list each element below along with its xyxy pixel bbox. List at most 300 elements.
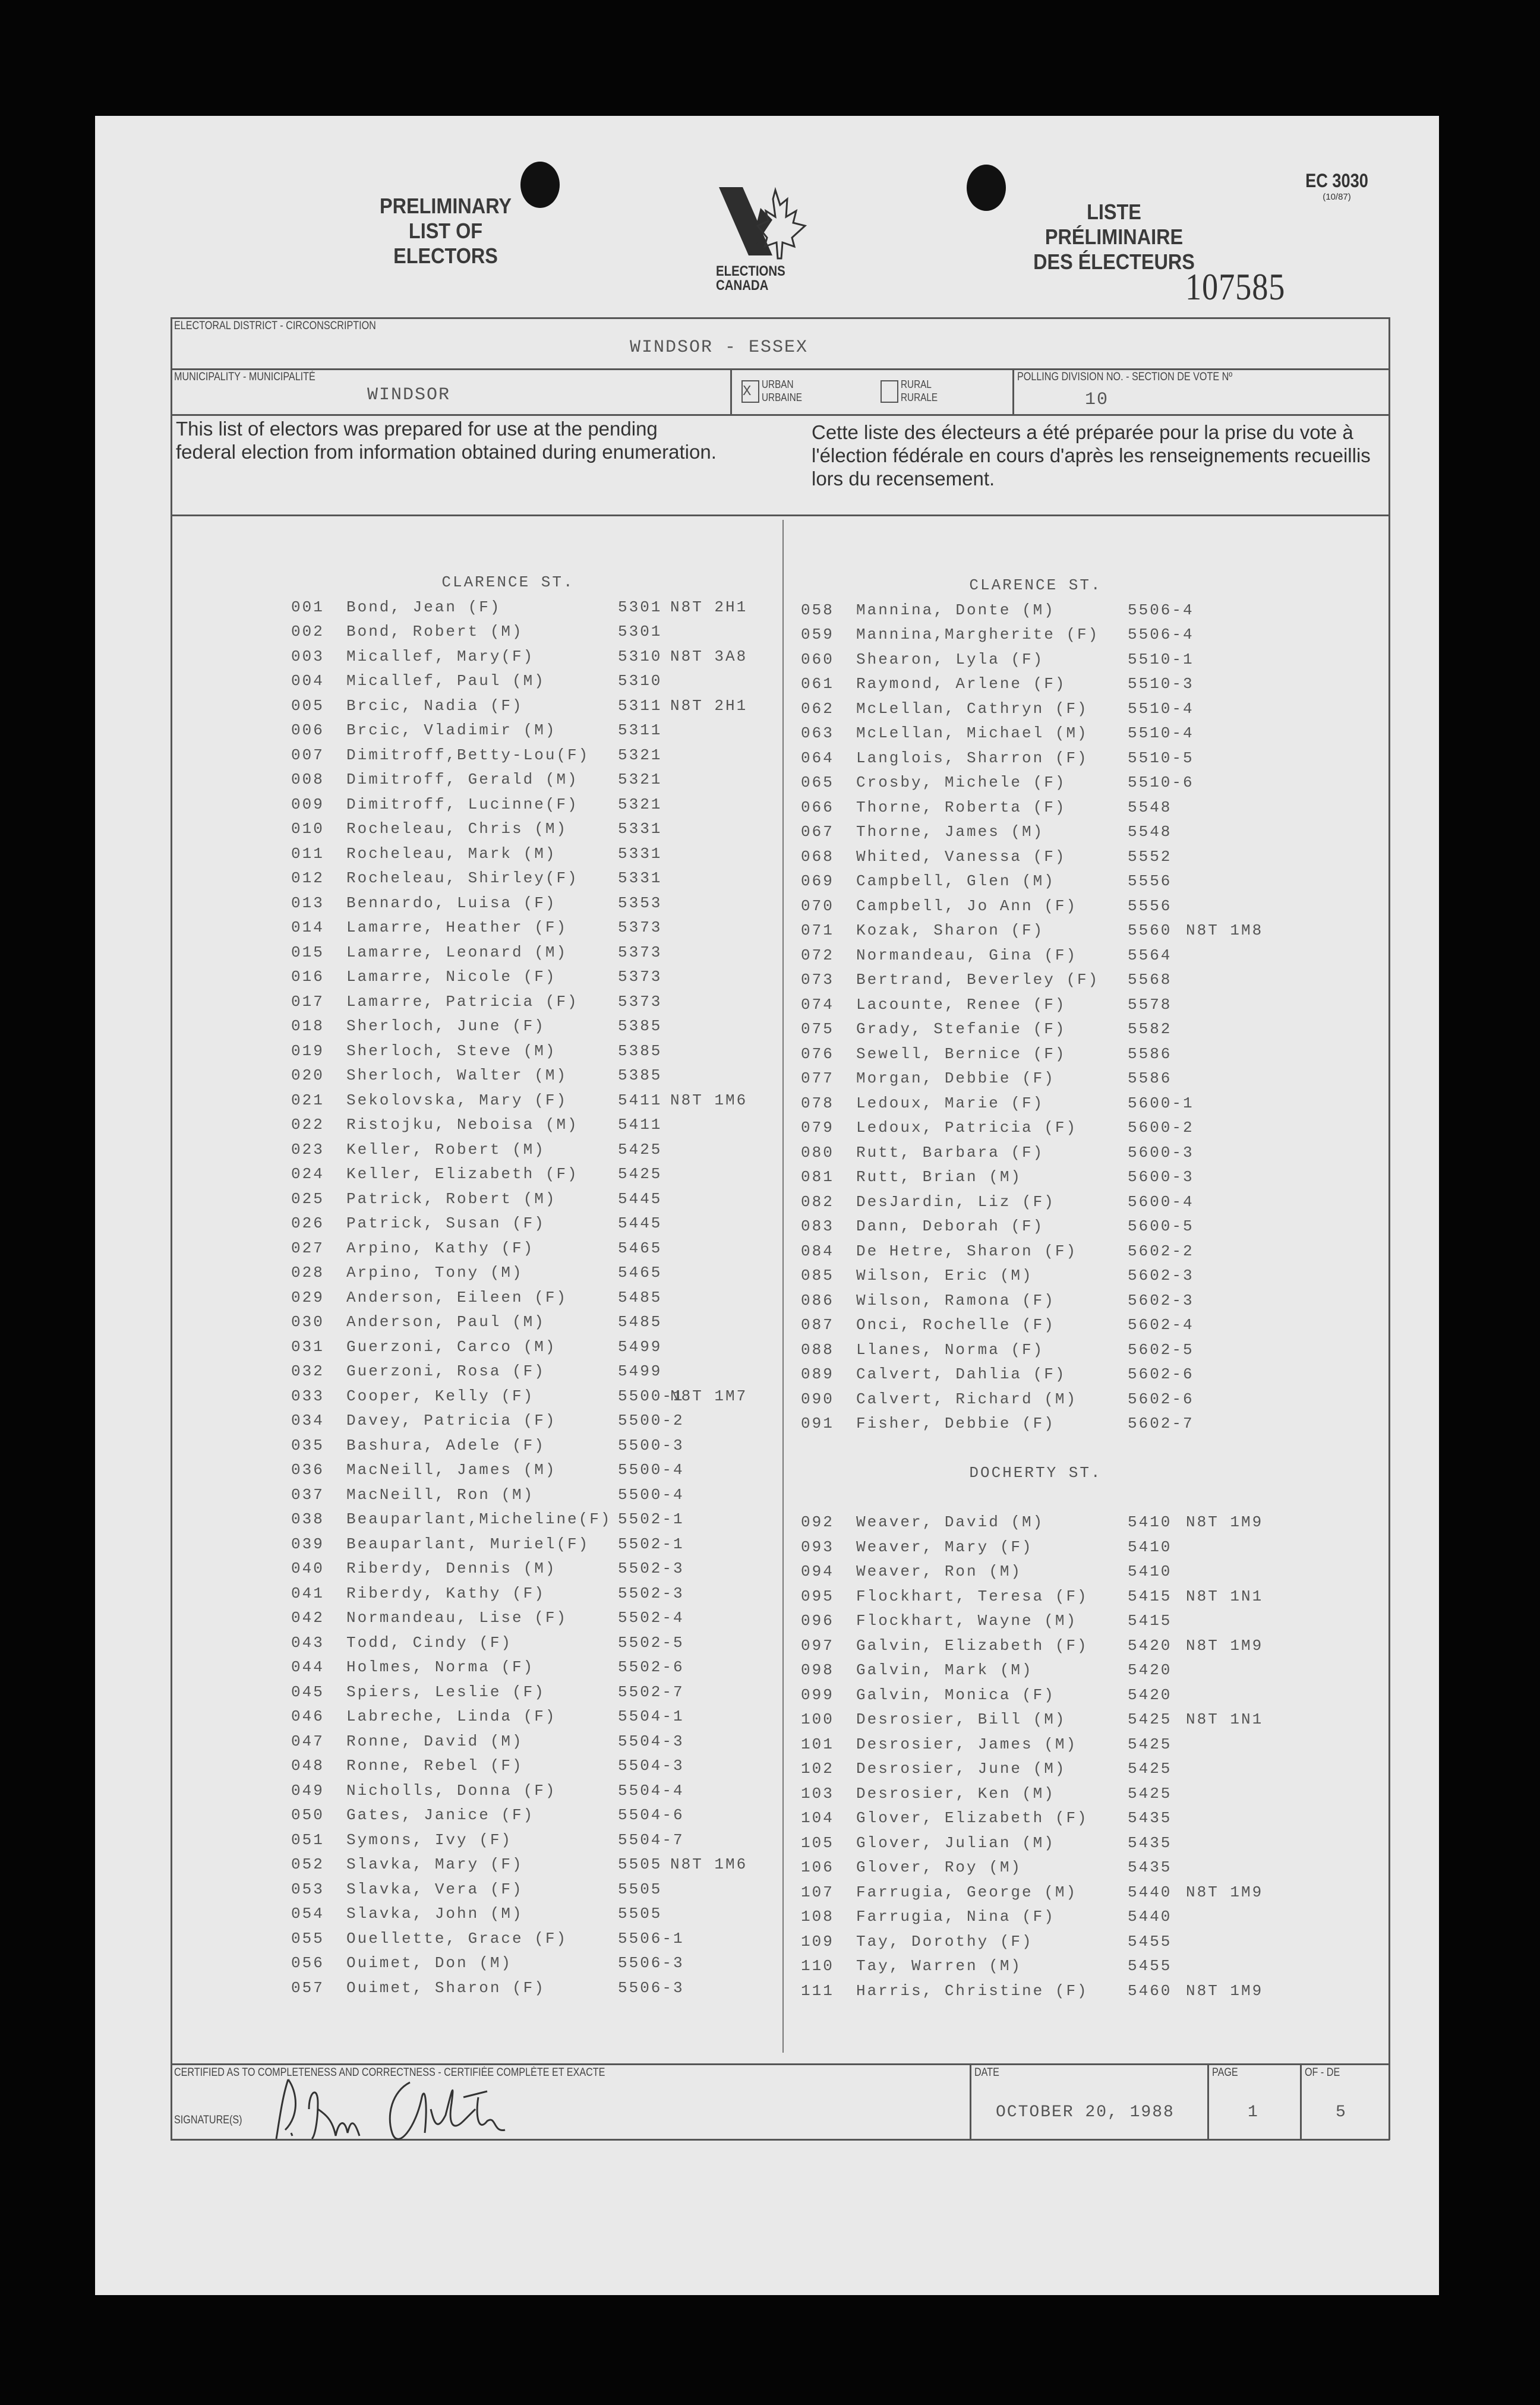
form-code [1295,170,1378,202]
elector-address: 5602-3 [1128,1291,1194,1309]
elector-address: 5485 [618,1288,662,1306]
elector-address: 5602-7 [1128,1415,1194,1432]
rural-label [901,378,938,404]
elector-name: DesJardin, Liz (F) [856,1192,1055,1211]
elector-address: 5506-3 [618,1978,684,1997]
elector-number: 074 [801,995,834,1014]
elector-number: 052 [291,1855,324,1873]
elector-name: Ledoux, Marie (F) [856,1094,1044,1112]
elector-name: Weaver, David (M) [856,1513,1044,1531]
elector-row [801,1362,1371,1387]
elector-number: 006 [291,721,324,739]
elector-number: 032 [291,1362,324,1380]
elector-address: 5455 [1128,1932,1172,1950]
elector-address: 5505 [618,1905,662,1923]
elector-row [291,965,772,990]
elector-name: Cooper, Kelly (F) [346,1387,535,1405]
elector-name: Langlois, Sharron (F) [856,749,1088,767]
elector-name: Desrosier, Ken (M) [856,1784,1055,1803]
elector-name: Patrick, Robert (M) [346,1189,557,1208]
municipality-value: WINDSOR [367,385,451,405]
elector-number: 033 [291,1387,324,1405]
urban-check-mark: X [743,384,753,400]
elector-address: 5445 [618,1214,662,1232]
polling-division-label: POLLING DIVISION NO. - SECTION DE VOTE Nº [1017,371,1233,383]
elector-number: 099 [801,1686,834,1704]
elector-number: 024 [291,1165,324,1183]
elector-address: 5602-5 [1128,1340,1194,1359]
elector-row [291,718,772,743]
elector-number: 109 [801,1932,834,1950]
elector-address: 5425 [1128,1784,1172,1803]
district-label: ELECTORAL DISTRICT - CIRCONSCRIPTION [174,320,376,332]
elector-name: Galvin, Monica (F) [856,1686,1055,1704]
elector-number: 092 [801,1513,834,1531]
elector-name: Wilson, Ramona (F) [856,1291,1055,1309]
logo-text: ELECTIONS [716,263,785,279]
elector-name: Nicholls, Donna (F) [346,1781,557,1800]
elector-row [291,1631,772,1656]
elector-row [801,1658,1371,1683]
elector-address: 5505 [618,1855,662,1873]
elector-row [291,620,772,645]
divider [1207,2063,1209,2139]
elector-name: Wilson, Eric (M) [856,1267,1033,1284]
elector-number: 010 [291,820,324,838]
elector-row [291,1507,772,1532]
elector-address: 5310 [618,647,662,665]
urban-label [762,378,802,404]
elector-address: 5331 [618,820,662,838]
elector-name: Guerzoni, Carco (M) [346,1337,557,1356]
title-line: DES ÉLECTEURS [1033,250,1195,274]
elector-address: 5373 [618,968,662,986]
elector-row [801,1141,1371,1166]
handwritten-signature-icon [273,2073,749,2145]
postal-code: N8T 1M6 [670,1091,748,1109]
elector-number: 040 [291,1560,324,1577]
elector-number: 058 [801,601,834,619]
elector-name: Slavka, Mary (F) [346,1855,523,1873]
elector-row [291,645,772,670]
elector-name: Keller, Robert (M) [346,1140,545,1159]
elector-row [291,1705,772,1729]
elector-address: 5331 [618,869,662,887]
elector-row [291,1976,772,2001]
elector-row [291,1557,772,1582]
elector-name: Lamarre, Heather (F) [346,919,568,936]
elector-number: 047 [291,1732,324,1750]
elector-name: MacNeill, James (M) [346,1461,557,1479]
elector-name: Galvin, Elizabeth (F) [856,1636,1088,1655]
elector-address: 5500-4 [618,1485,684,1504]
divider [730,368,732,414]
elector-name: Holmes, Norma (F) [346,1658,535,1676]
elector-address: 5373 [618,992,662,1011]
elector-name: Bashura, Adele (F) [346,1436,545,1454]
elector-name: Mannina, Donte (M) [856,601,1055,619]
elector-number: 008 [291,771,324,788]
elector-row [801,1831,1371,1856]
postal-code: N8T 1N1 [1186,1710,1264,1728]
elector-number: 039 [291,1535,324,1553]
elector-name: Crosby, Michele (F) [856,774,1066,791]
district-value: WINDSOR - ESSEX [630,337,809,358]
elector-number: 086 [801,1291,834,1309]
elector-row [801,1634,1371,1659]
elector-name: Tay, Dorothy (F) [856,1932,1033,1950]
elector-address: 5411 [618,1116,662,1134]
elector-name: Anderson, Eileen (F) [346,1288,568,1306]
elector-row [801,1806,1371,1831]
elector-row [291,768,772,793]
elector-name: Slavka, Vera (F) [346,1880,523,1898]
street-heading: DOCHERTY ST. [969,1464,1102,1482]
elector-address: 5600-5 [1128,1217,1194,1235]
elector-row [801,943,1371,968]
elector-address: 5353 [618,894,662,912]
elector-address: 5510-6 [1128,774,1194,791]
elector-number: 095 [801,1587,834,1605]
elector-address: 5499 [618,1337,662,1356]
logo-text: CANADA [716,277,769,293]
elector-address: 5568 [1128,971,1172,989]
elector-row [291,793,772,818]
elector-address: 5556 [1128,897,1172,915]
elector-name: Ronne, David (M) [346,1732,523,1750]
elector-name: Dimitroff, Lucinne(F) [346,795,579,813]
elector-name: Shearon, Lyla (F) [856,650,1044,668]
title-line: LISTE [1087,200,1141,224]
elector-name: Ledoux, Patricia (F) [856,1119,1078,1137]
elector-row [291,1039,772,1064]
notice-french: Cette liste des électeurs a été préparée pour la prise du vote à l'élection fédérale en cours d'après les renseignements recueillis lors du recensement. [812,421,1371,490]
elector-name: Spiers, Leslie (F) [346,1683,545,1701]
elector-name: Bertrand, Beverley (F) [856,971,1100,989]
elector-name: Farrugia, George (M) [856,1883,1078,1901]
elector-row [291,595,772,620]
elector-address: 5499 [618,1362,662,1380]
elector-number: 022 [291,1116,324,1134]
elector-address: 5556 [1128,872,1172,890]
elector-row [801,1757,1371,1782]
elector-address: 5410 [1128,1513,1172,1531]
elector-number: 029 [291,1288,324,1306]
title-line: LIST OF [408,219,483,243]
elector-address: 5311 [618,696,662,715]
elector-number: 017 [291,992,324,1011]
elector-address: 5445 [618,1189,662,1208]
elector-address: 5506-1 [618,1929,684,1948]
elector-name: Micallef, Paul (M) [346,672,545,690]
elector-name: Flockhart, Wayne (M) [856,1612,1078,1630]
elector-address: 5410 [1128,1538,1172,1556]
elector-address: 5321 [618,746,662,764]
elector-name: Whited, Vanessa (F) [856,847,1066,866]
elector-number: 025 [291,1189,324,1208]
elector-name: Rutt, Brian (M) [856,1168,1023,1186]
elector-number: 077 [801,1069,834,1087]
elector-name: Sewell, Bernice (F) [856,1044,1066,1063]
divider [1300,2063,1302,2139]
elector-number: 041 [291,1584,324,1602]
elector-row [291,866,772,891]
elector-number: 089 [801,1365,834,1383]
elector-name: Thorne, Roberta (F) [856,798,1066,816]
elector-row [291,1803,772,1828]
elector-address: 5440 [1128,1908,1172,1926]
elector-row [801,1732,1371,1757]
elector-name: Lamarre, Leonard (M) [346,943,568,961]
rural-checkbox[interactable] [881,380,898,403]
elector-address: 5504-4 [618,1781,684,1800]
elector-row [291,1828,772,1853]
elector-name: McLellan, Michael (M) [856,724,1088,742]
title-english [344,194,547,269]
title-line: ELECTORS [393,244,498,268]
elector-name: Onci, Rochelle (F) [856,1316,1055,1334]
rural-label-fr: RURALE [901,392,938,403]
elector-number: 011 [291,844,324,863]
elector-row [801,1905,1371,1930]
elector-address: 5420 [1128,1636,1172,1655]
elector-address: 5311 [618,721,662,739]
elector-name: Campbell, Glen (M) [856,872,1055,890]
elector-name: Farrugia, Nina (F) [856,1908,1055,1926]
date-label: DATE [974,2066,999,2079]
elector-row [801,796,1371,820]
electors-column-right [801,573,1371,2003]
elector-name: Bond, Jean (F) [346,598,501,616]
elector-number: 100 [801,1710,834,1728]
elector-row [801,845,1371,870]
elector-address: 5500-3 [618,1436,684,1454]
elector-address: 5602-4 [1128,1316,1194,1334]
elector-address: 5425 [1128,1760,1172,1778]
elector-name: Sherloch, Steve (M) [346,1041,557,1060]
elector-address: 5600-1 [1128,1094,1194,1112]
elector-name: Rocheleau, Chris (M) [346,820,568,838]
page-label: PAGE [1212,2066,1238,2079]
elector-row [291,1483,772,1508]
elector-number: 079 [801,1119,834,1137]
elector-number: 061 [801,675,834,693]
elector-name: Glover, Roy (M) [856,1858,1023,1876]
elector-number: 078 [801,1094,834,1112]
elector-number: 016 [291,968,324,986]
title-line: PRÉLIMINAIRE [1044,225,1184,249]
elector-address: 5510-4 [1128,724,1194,742]
urban-checkbox[interactable] [741,380,759,403]
elector-number: 005 [291,696,324,715]
elector-address: 5500-2 [618,1412,684,1429]
elector-name: Lamarre, Patricia (F) [346,992,579,1011]
elector-number: 067 [801,823,834,841]
elector-name: MacNeill, Ron (M) [346,1485,535,1504]
elector-number: 075 [801,1020,834,1038]
elector-address: 5415 [1128,1587,1172,1605]
elector-address: 5504-6 [618,1806,684,1824]
elector-number: 034 [291,1412,324,1429]
elector-address: 5504-7 [618,1830,684,1849]
elector-row [801,598,1371,623]
elector-row [801,919,1371,943]
divider [1012,368,1014,414]
elector-address: 5301 [618,623,662,640]
elector-name: Fisher, Debbie (F) [856,1415,1055,1432]
elector-number: 026 [291,1214,324,1232]
elector-address: 5500-1 [618,1387,684,1405]
elector-number: 020 [291,1066,324,1084]
elector-name: Dimitroff, Gerald (M) [346,771,579,788]
elector-address: 5602-3 [1128,1267,1194,1284]
elector-row [291,1951,772,1976]
elector-number: 103 [801,1784,834,1803]
elector-number: 055 [291,1929,324,1948]
elector-row [291,1261,772,1286]
divider [171,317,172,2140]
elector-address: 5465 [618,1239,662,1257]
elector-name: Normandeau, Lise (F) [346,1609,568,1627]
page-total-value: 5 [1336,2103,1347,2122]
notice-english: This list of electors was prepared for use at the pending federal election from information obtained during enumeration. [176,418,717,463]
postal-code: N8T 2H1 [670,598,748,616]
elector-name: McLellan, Cathryn (F) [856,699,1088,718]
postal-code: N8T 1M7 [670,1387,748,1405]
elector-address: 5465 [618,1264,662,1282]
elector-address: 5321 [618,771,662,788]
elector-number: 007 [291,746,324,764]
divider [171,317,1390,319]
elector-name: Rutt, Barbara (F) [856,1143,1044,1162]
elector-row [801,1313,1371,1338]
elector-address: 5504-3 [618,1757,684,1775]
elector-row [801,1264,1371,1289]
elector-name: Weaver, Mary (F) [856,1538,1033,1556]
elector-address: 5506-4 [1128,626,1194,643]
elector-row [801,1289,1371,1314]
elector-row [291,694,772,719]
elector-number: 085 [801,1267,834,1284]
postal-code: N8T 1M6 [670,1855,748,1873]
elector-name: Todd, Cindy (F) [346,1633,513,1652]
elector-address: 5600-3 [1128,1168,1194,1186]
municipality-label: MUNICIPALITY - MUNICIPALITÉ [174,371,315,383]
elector-number: 057 [291,1978,324,1997]
elector-address: 5510-3 [1128,675,1194,693]
date-value: OCTOBER 20, 1988 [996,2103,1175,2122]
elector-name: Calvert, Richard (M) [856,1390,1078,1408]
elector-name: Arpino, Kathy (F) [346,1239,535,1257]
elector-row [801,1954,1371,1979]
elector-name: Llanes, Norma (F) [856,1340,1044,1359]
elector-row [291,1310,772,1335]
elector-name: Keller, Elizabeth (F) [346,1165,579,1183]
elector-name: Campbell, Jo Ann (F) [856,897,1078,915]
elector-address: 5502-4 [618,1609,684,1627]
elector-number: 042 [291,1609,324,1627]
elector-row [291,1582,772,1607]
elector-number: 107 [801,1883,834,1901]
elector-number: 084 [801,1242,834,1260]
elector-row [291,1680,772,1705]
elector-row [801,1609,1371,1634]
elector-number: 098 [801,1661,834,1679]
elector-address: 5602-6 [1128,1365,1194,1383]
elector-address: 5435 [1128,1833,1172,1852]
postal-code: N8T 1M8 [1186,921,1264,939]
elector-number: 072 [801,946,834,964]
serial-number: 107585 [1185,266,1286,308]
street-heading: CLARENCE ST. [441,573,575,591]
elector-row [801,1560,1371,1585]
divider [171,368,1390,370]
urban-label-fr: URBAINE [762,392,803,403]
elector-number: 044 [291,1658,324,1676]
elector-row [801,697,1371,722]
elector-number: 071 [801,921,834,939]
elector-number: 106 [801,1858,834,1876]
elector-name: Lamarre, Nicole (F) [346,968,557,986]
elector-row [801,672,1371,697]
elections-canada-logo [716,184,835,293]
elector-address: 5502-1 [618,1535,684,1553]
postal-code: N8T 1M9 [1186,1981,1264,2000]
divider [970,2063,971,2139]
title-french [1010,200,1219,274]
elector-row [291,1779,772,1804]
elector-number: 015 [291,943,324,961]
elector-name: Dann, Deborah (F) [856,1217,1044,1235]
rural-label-en: RURAL [901,378,932,390]
elector-number: 083 [801,1217,834,1235]
elector-number: 111 [801,1981,834,2000]
elector-address: 5552 [1128,847,1172,866]
elector-name: Riberdy, Kathy (F) [346,1584,545,1602]
elector-number: 064 [801,749,834,767]
elector-address: 5310 [618,672,662,690]
elector-name: Glover, Julian (M) [856,1833,1055,1852]
elector-row [801,648,1371,673]
elector-address: 5564 [1128,946,1172,964]
elector-number: 088 [801,1340,834,1359]
elector-row [801,1017,1371,1042]
elector-name: Galvin, Mark (M) [856,1661,1033,1679]
elector-address: 5440 [1128,1883,1172,1901]
postal-code: N8T 1M9 [1186,1883,1264,1901]
elector-row [291,1927,772,1952]
elector-name: Ouimet, Sharon (F) [346,1978,545,1997]
elector-row [291,940,772,965]
elector-number: 097 [801,1636,834,1655]
blank-line [801,1437,1371,1462]
elector-address: 5502-7 [618,1683,684,1701]
elector-number: 031 [291,1337,324,1356]
divider [171,515,1390,516]
elector-address: 5373 [618,919,662,936]
elector-number: 080 [801,1143,834,1162]
elector-row [801,623,1371,648]
elector-address: 5548 [1128,823,1172,841]
elector-row [291,1532,772,1557]
elector-name: Slavka, John (M) [346,1905,523,1923]
elector-number: 054 [291,1905,324,1923]
elector-number: 093 [801,1538,834,1556]
elector-address: 5321 [618,795,662,813]
divider [1388,317,1390,2140]
elector-number: 081 [801,1168,834,1186]
elector-number: 060 [801,650,834,668]
